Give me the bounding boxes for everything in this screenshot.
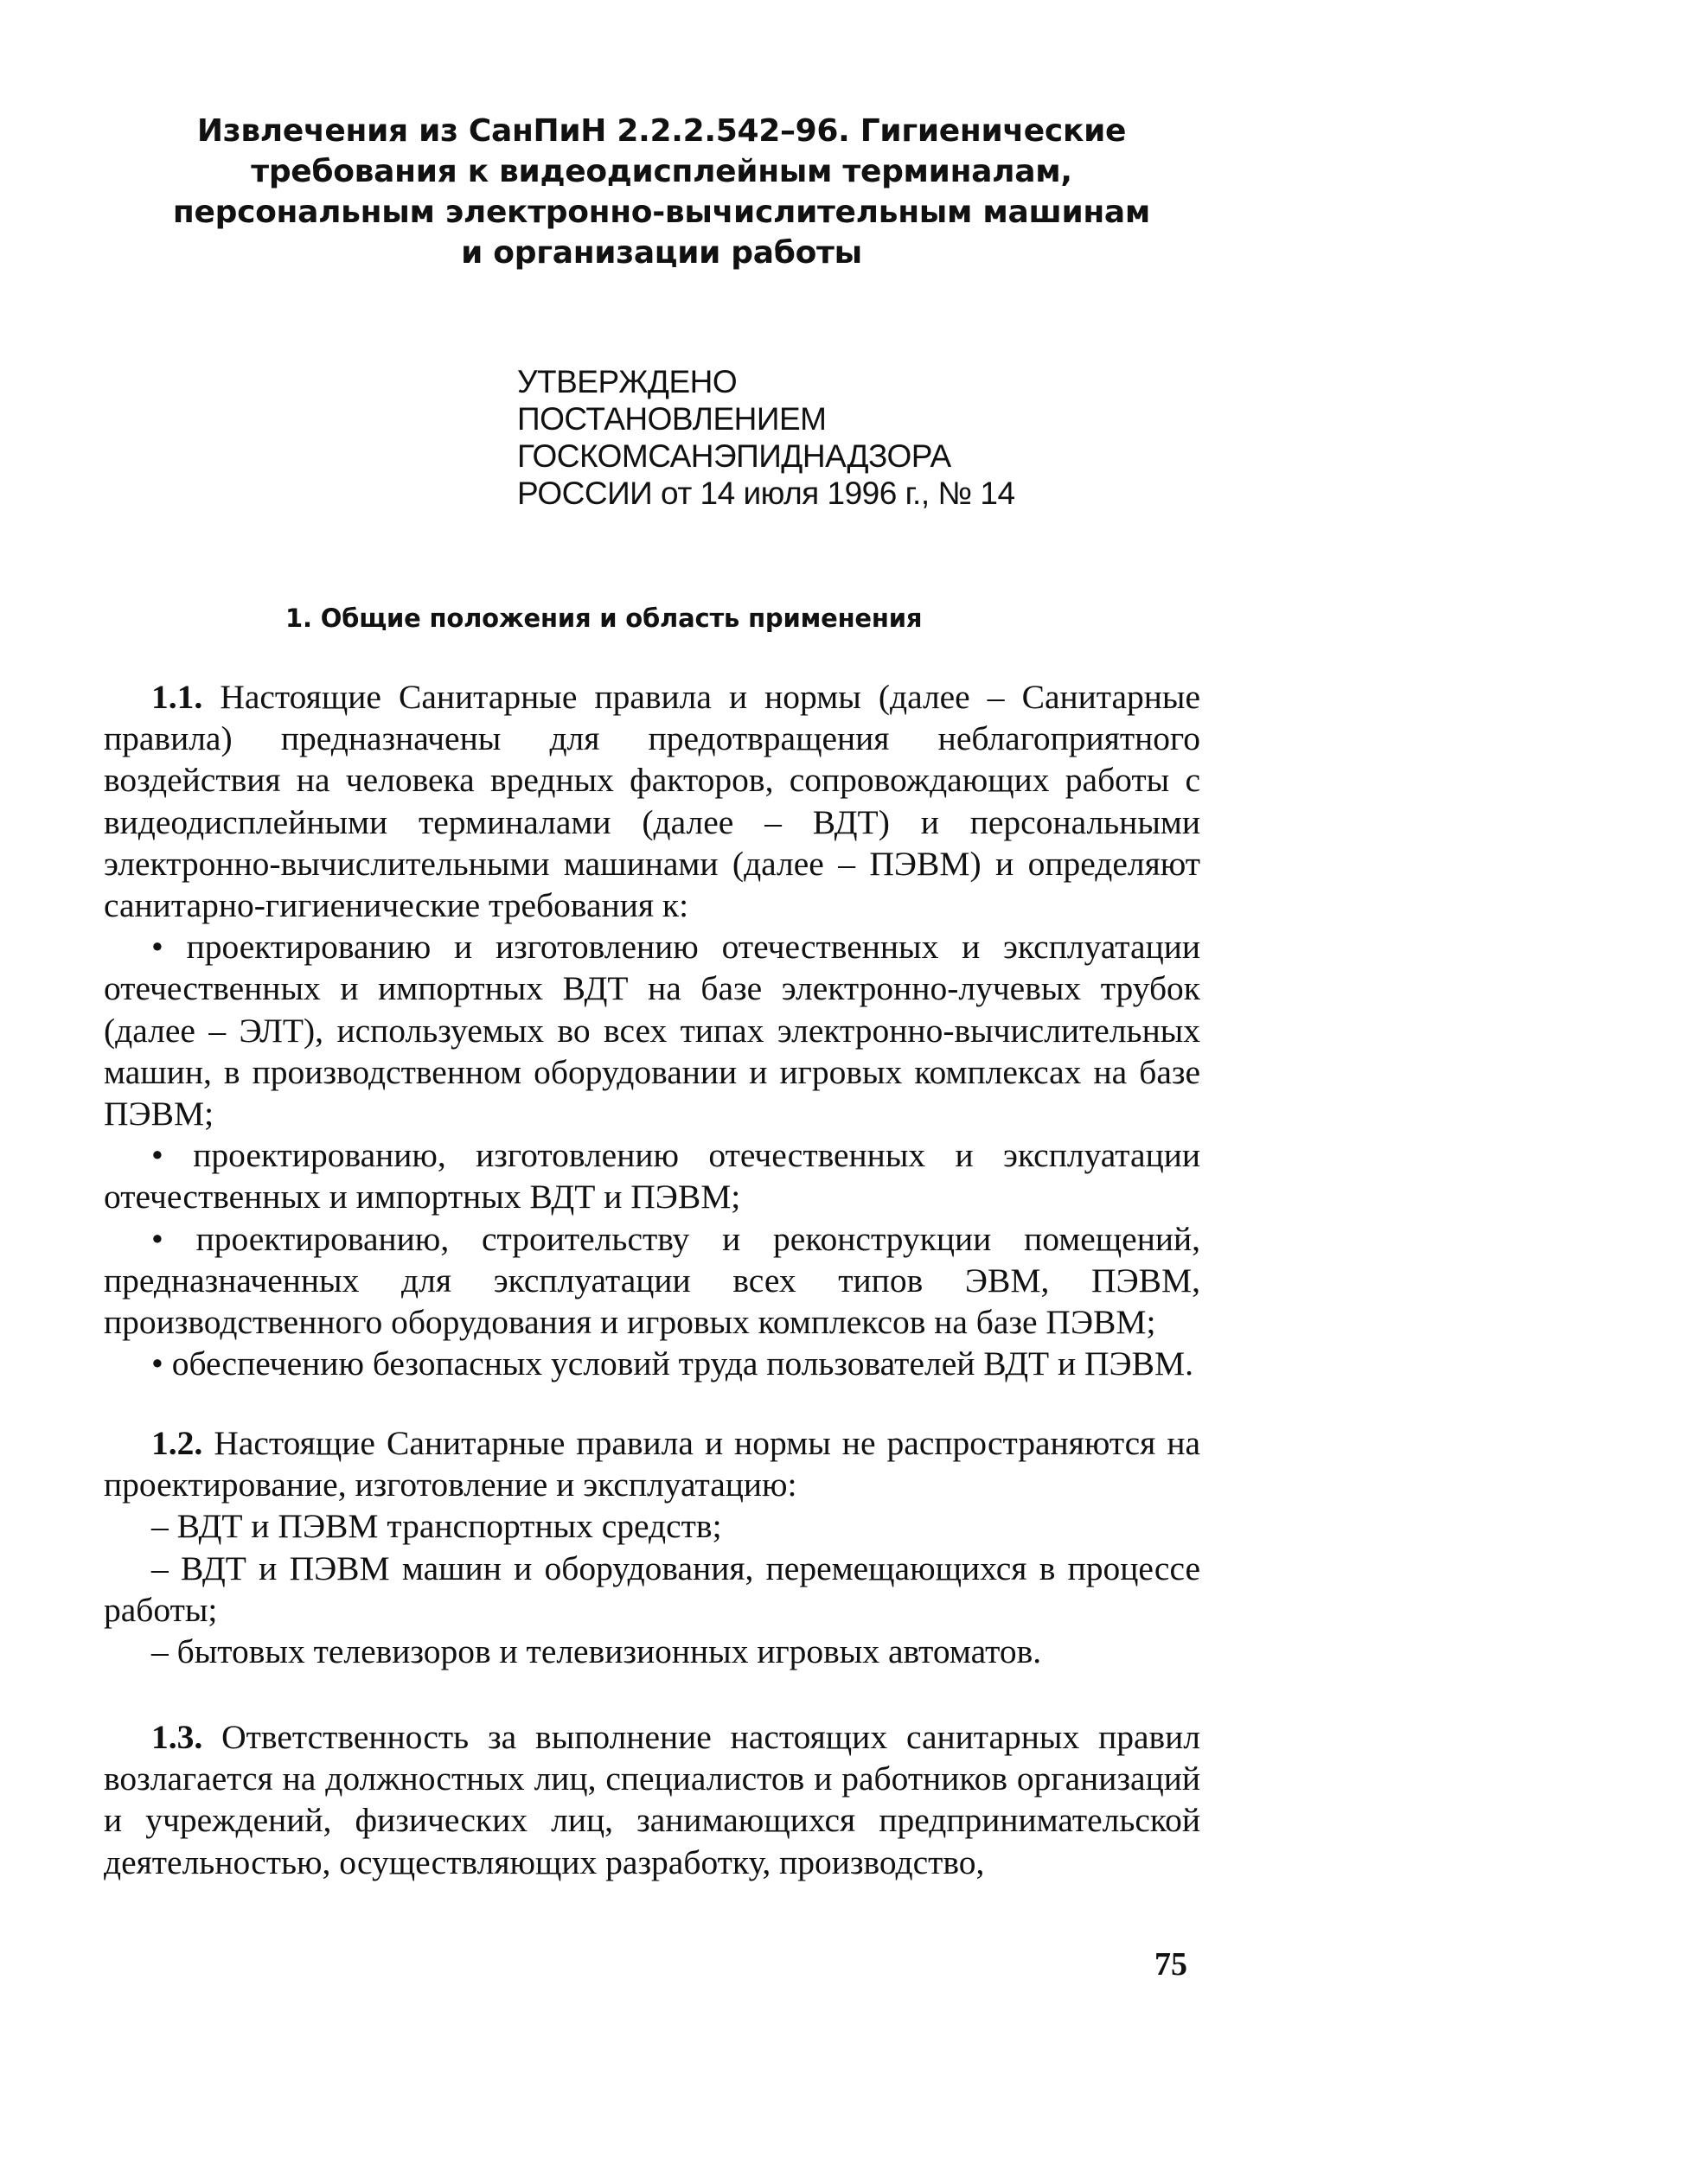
paragraph-number: 1.1. <box>151 678 203 716</box>
paragraph-number: 1.3. <box>151 1718 203 1756</box>
approval-line: РОССИИ от 14 июля 1996 г., № 14 <box>517 476 1015 511</box>
approval-line: ГОСКОМСАНЭПИДНАДЗОРА <box>517 438 951 474</box>
title-line: и организации работы <box>461 235 862 271</box>
paragraph-text <box>104 676 1200 926</box>
title-line: требования к видеодисплейным терминалам, <box>251 154 1072 189</box>
document-title <box>121 111 1202 273</box>
paragraph-body: Ответственность за выполнение настоящих санитарных правил возлагается на должностных лиц, специалистов и работников организаций и учреждений, физических лиц, занимающихся предпринимательской деятельностью, осуществляющих разработку, производство, <box>104 1718 1201 1881</box>
approval-line: ПОСТАНОВЛЕНИЕМ <box>517 401 827 437</box>
list-item: • проектированию и изготовлению отечественных и эксплуатации отечественных и импортных ВДТ на базе электронно-лучевых трубок (далее – ЭЛТ), используемых во всех типах электронно-вычислительных машин, в производственном оборудовании и игровых комплексах на базе ПЭВМ; <box>104 928 1200 1134</box>
paragraph-1-3 <box>104 1716 1200 1883</box>
paragraph-text <box>104 1422 1200 1505</box>
list-item: • проектированию, строительству и реконструкции помещений, предназначенных для эксплуатации всех типов ЭВМ, ПЭВМ, производственного оборудования и игровых комплексов на базе ПЭВМ; <box>104 1219 1200 1342</box>
list-item: – бытовых телевизоров и телевизионных игровых автоматов. <box>151 1632 1042 1671</box>
list-item: • проектированию, изготовлению отечественных и эксплуатации отечественных и импортных ВДТ и ПЭВМ; <box>104 1136 1200 1217</box>
section-heading: 1. Общие положения и область применения <box>285 603 923 633</box>
title-line: Извлечения из СанПиН 2.2.2.542–96. Гигиенические <box>196 113 1127 149</box>
paragraph-1-1 <box>104 676 1200 1384</box>
list-item: – ВДТ и ПЭВМ машин и оборудования, перемещающихся в процессе работы; <box>104 1549 1200 1629</box>
approval-block <box>517 363 1015 512</box>
approval-line: УТВЕРЖДЕНО <box>517 364 738 399</box>
page-number: 75 <box>1154 1946 1187 1983</box>
paragraph-body: Настоящие Санитарные правила и нормы не распространяются на проектирование, изготовление и эксплуатацию: <box>104 1424 1201 1504</box>
paragraph-text <box>104 1716 1200 1883</box>
list-item: • обеспечению безопасных условий труда пользователей ВДТ и ПЭВМ. <box>151 1344 1193 1383</box>
list-item: – ВДТ и ПЭВМ транспортных средств; <box>151 1507 722 1546</box>
paragraph-1-2 <box>104 1422 1200 1672</box>
paragraph-number: 1.2. <box>151 1424 203 1462</box>
title-line: персональным электронно-вычислительным машинам <box>172 195 1151 230</box>
paragraph-body: Настоящие Санитарные правила и нормы (далее – Санитарные правила) предназначены для предотвращения неблагоприятного воздействия на человека вредных факторов, сопровождающих работы с видеодисплейными терминалами (далее – ВДТ) и персональными электронно-вычислительными машинами (далее – ПЭВМ) и определяют санитарно-гигиенические требования к: <box>104 678 1200 925</box>
